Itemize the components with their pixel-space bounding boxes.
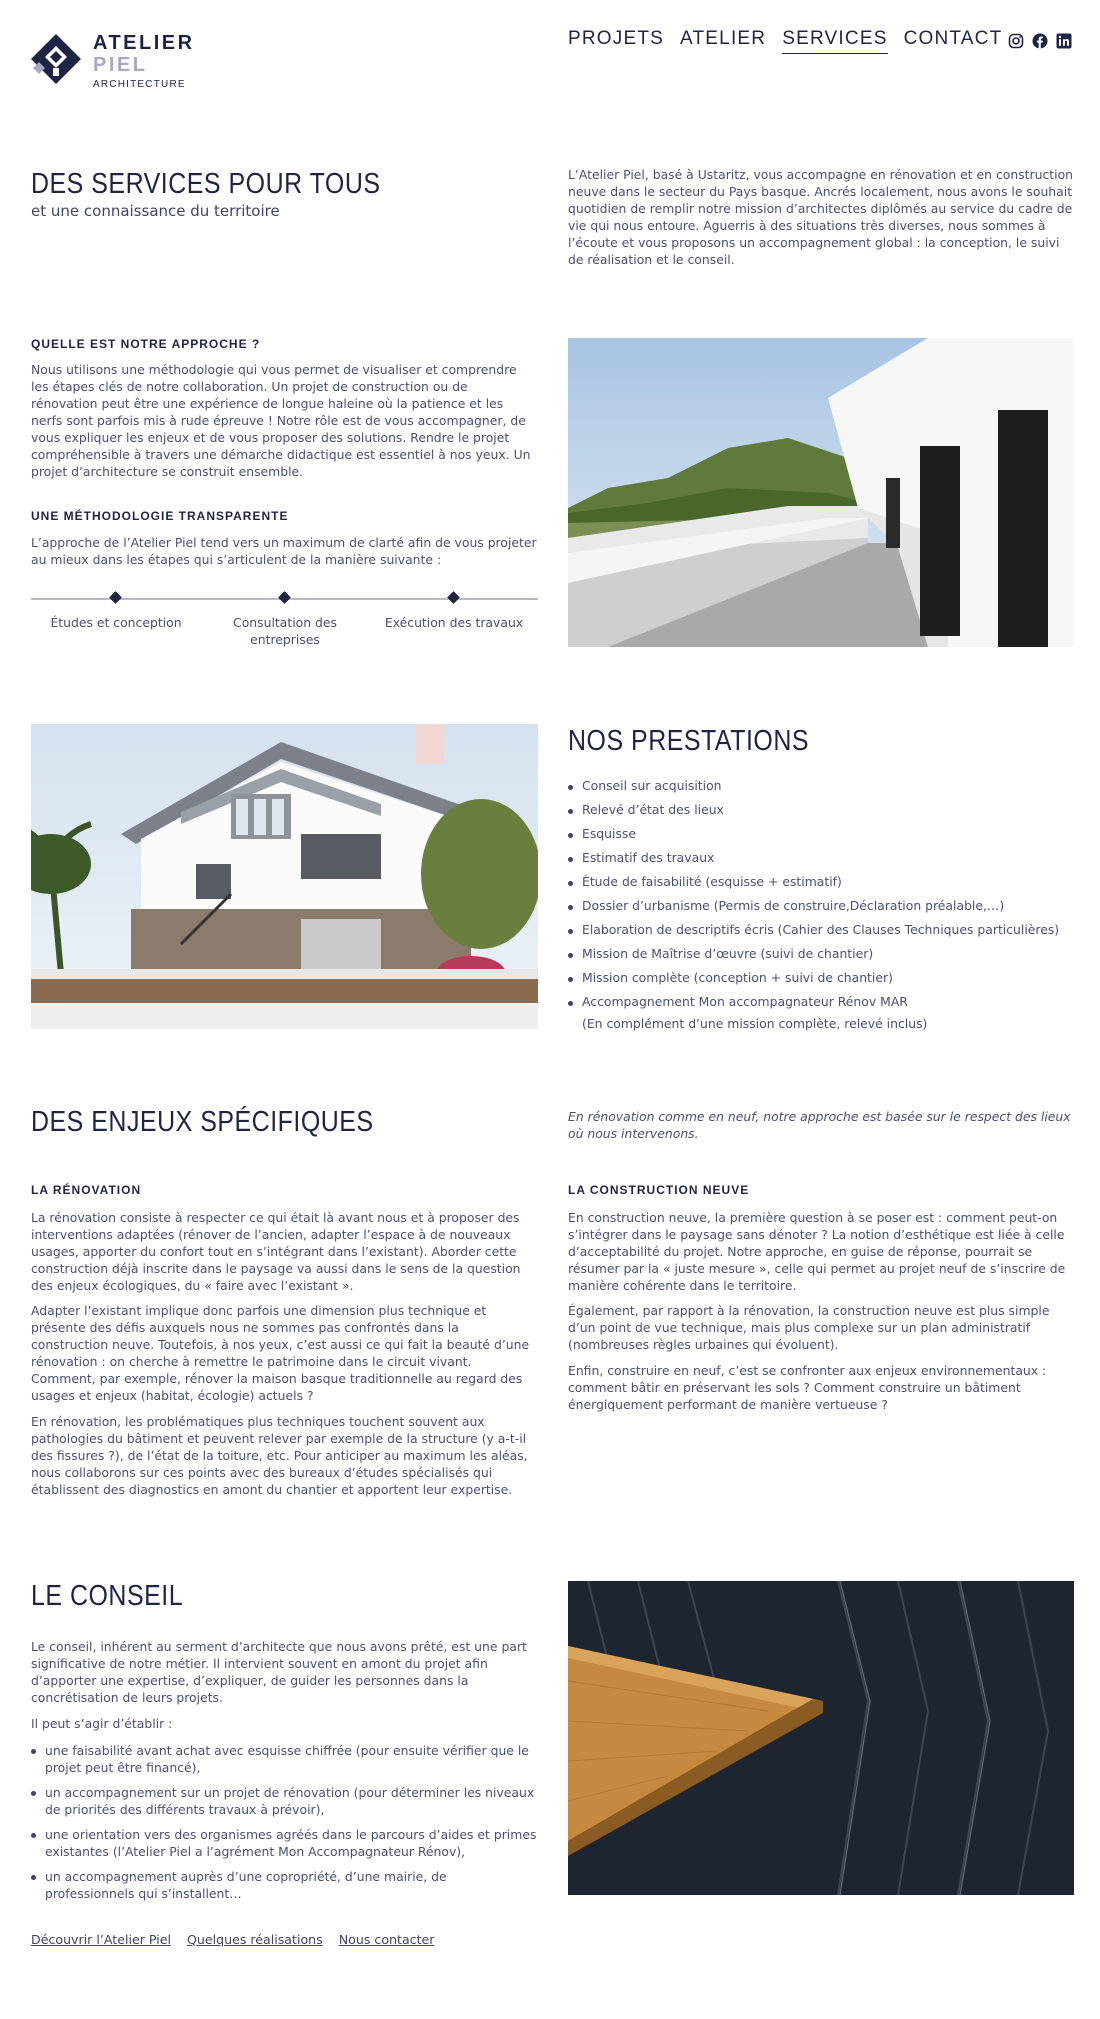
- intro-subtitle: et une connaissance du territoire: [31, 202, 280, 220]
- logo-line-3: ARCHITECTURE: [93, 79, 186, 90]
- timeline-dot-1: [109, 591, 122, 604]
- nav-atelier[interactable]: ATELIER: [680, 28, 767, 49]
- list-item: Conseil sur acquisition: [568, 778, 1074, 802]
- renovation-p3: En rénovation, les problématiques plus techniques touchent souvent aux pathologies du bâtiment et peuvent relever par exemple de la structure (y a-t-il des fissures ?), de l’état de la toiture, etc. Pour anticiper au maximum les aléas, nous collaborons sur ces points avec des bureaux d’études spécialisés qui établissent des diagnostics en amont du chantier et apportent leur expertise.: [31, 1414, 528, 1497]
- timeline-step-1: Études et conception: [50, 615, 182, 630]
- renovation-heading: LA RÉNOVATION: [31, 1183, 142, 1197]
- footer-link-realisations[interactable]: Quelques réalisations: [186, 1932, 323, 1947]
- timeline-step-3: Exécution des travaux: [384, 615, 524, 630]
- neuve-p1: En construction neuve, la première question à se poser est : comment peut-on s’intégrer dans le paysage sans dénoter ? La notion d’esthétique est liée à celle d’acceptabilité du projet. Notre approche, en guise de réponse, pourrait se résumer par la « juste mesure », celle qui permet au projet neuf de s’inscrire de manière cohérente dans le territoire.: [568, 1210, 1066, 1293]
- renovation-p1: La rénovation consiste à respecter ce qui était là avant nous et à proposer des interventions adaptées (rénover de l’ancien, adapter l’espace à de nouveaux usages, apporter du confort tout en s’intégrant dans l’existant). Aborder cette construction déjà inscrite dans le paysage va aussi dans le sens de la question des enjeux écologiques, du « faire avec l’existant ».: [31, 1210, 521, 1293]
- conseil-p2: Il peut s’agir d’établir :: [31, 1716, 173, 1731]
- list-item: Étude de faisabilité (esquisse + estimatif): [568, 874, 1074, 898]
- list-item: une faisabilité avant achat avec esquisse chiffrée (pour ensuite vérifier que le projet peut être financé),: [31, 1742, 538, 1776]
- list-item: Dossier d’urbanisme (Permis de construire,Déclaration préalable,…): [568, 898, 1074, 922]
- list-item: un accompagnement auprès d’une copropriété, d’une mairie, de professionnels qui s’installent…: [31, 1868, 538, 1902]
- linkedin-icon[interactable]: [1056, 33, 1072, 49]
- list-item: un accompagnement sur un projet de rénovation (pour déterminer les niveaux de priorités des différents travaux à prévoir),: [31, 1784, 538, 1818]
- list-item: Elaboration de descriptifs écris (Cahier des Clauses Techniques particulières): [568, 922, 1074, 946]
- nav-contact[interactable]: CONTACT: [903, 28, 1003, 49]
- method-heading: UNE MÉTHODOLOGIE TRANSPARENTE: [31, 509, 289, 523]
- house-photo: [31, 724, 538, 1029]
- list-item: une orientation vers des organismes agréés dans le parcours d’aides et primes existantes (l’Atelier Piel a l’agrément Mon Accompagnateur Rénov),: [31, 1826, 538, 1860]
- neuve-heading: LA CONSTRUCTION NEUVE: [568, 1183, 750, 1197]
- instagram-icon[interactable]: [1008, 33, 1024, 49]
- terrace-photo: [568, 338, 1074, 647]
- list-item: Mission de Maîtrise d’œuvre (suivi de chantier): [568, 946, 1074, 970]
- enjeux-intro: En rénovation comme en neuf, notre approche est basée sur le respect des lieux où nous intervenons.: [568, 1109, 1071, 1141]
- neuve-p2: Également, par rapport à la rénovation, la construction neuve est plus simple d’un point de vue technique, mais plus complexe sur un plan administratif (nombreuses règles urbaines qui évoluent).: [568, 1303, 1050, 1352]
- footer-link-atelier[interactable]: Découvrir l’Atelier Piel: [31, 1932, 171, 1947]
- conseil-p1: Le conseil, inhérent au serment d’architecte que nous avons prêté, est une part significative de notre métier. Il intervient souvent en amont du projet afin d’apporter une expertise, d’expliquer, de guider les personnes dans la concrétisation de leurs projets.: [31, 1639, 527, 1705]
- nav-projets[interactable]: PROJETS: [568, 28, 665, 49]
- wood-detail-photo: [568, 1581, 1074, 1895]
- neuve-p3: Enfin, construire en neuf, c’est se confronter aux enjeux environnementaux : comment bâtir en préservant les sols ? Comment construire un bâtiment énergiquement performant de manière vertueuse ?: [568, 1363, 1047, 1412]
- list-item: Estimatif des travaux: [568, 850, 1074, 874]
- prestations-list: [568, 778, 1074, 1011]
- approach-text: Nous utilisons une méthodologie qui vous permet de visualiser et comprendre les étapes clés de notre collaboration. Un projet de construction ou de rénovation peut être une expérience de longue haleine où la patience et les nerfs sont parfois mis à rude épreuve ! Notre rôle est de vous accompagner, de vous expliquer les enjeux et de vous proposer des solutions. Rendre le projet compréhensible à travers une démarche didactique est essentiel à nos yeux. Un projet d’architecture se construit ensemble.: [31, 362, 531, 479]
- logo-line-1: ATELIER: [93, 32, 195, 54]
- intro-text: L’Atelier Piel, basé à Ustaritz, vous accompagne en rénovation et en construction neuve dans le secteur du Pays basque. Ancrés localement, nous avons le souhait quotidien de remplir notre mission d’architectes diplômés au service du cadre de vie qui nous entoure. Aguerris à des situations très diverses, nous sommes à l’écoute et vous proposons un accompagnement global : la conception, le suivi de réalisation et le conseil.: [568, 167, 1074, 267]
- prestations-title: NOS PRESTATIONS: [568, 725, 810, 757]
- logo-line-2: PIEL: [93, 54, 148, 76]
- list-item: Mission complète (conception + suivi de chantier): [568, 970, 1074, 994]
- footer-links: [31, 1932, 434, 1947]
- list-item: Esquisse: [568, 826, 1074, 850]
- intro-title: DES SERVICES POUR TOUS: [31, 168, 381, 200]
- conseil-list: [31, 1742, 538, 1902]
- conseil-title: LE CONSEIL: [31, 1580, 184, 1612]
- method-text: L’approche de l’Atelier Piel tend vers un maximum de clarté afin de vous projeter au mieux dans les étapes qui s’articulent de la manière suivante :: [31, 535, 537, 567]
- facebook-icon[interactable]: [1032, 33, 1048, 49]
- prestations-note: (En complément d’une mission complète, relevé inclus): [582, 1016, 928, 1031]
- timeline-dot-2: [278, 591, 291, 604]
- site-header: [0, 0, 1100, 100]
- timeline-step-2: Consultation des entreprises: [233, 615, 337, 647]
- enjeux-title: DES ENJEUX SPÉCIFIQUES: [31, 1106, 374, 1138]
- main-nav: [568, 28, 1018, 54]
- social-links: [1008, 33, 1072, 49]
- list-item: Accompagnement Mon accompagnateur Rénov MAR: [568, 994, 1074, 1011]
- list-item: Relevé d’état des lieux: [568, 802, 1074, 826]
- footer-link-contact[interactable]: Nous contacter: [338, 1932, 435, 1947]
- logo-mark-icon: [31, 32, 85, 90]
- nav-services[interactable]: SERVICES: [782, 28, 887, 54]
- method-timeline: [31, 585, 538, 655]
- timeline-dot-3: [447, 591, 460, 604]
- approach-heading: QUELLE EST NOTRE APPROCHE ?: [31, 337, 261, 351]
- renovation-p2: Adapter l’existant implique donc parfois une dimension plus technique et présente des défis auxquels nous ne sommes pas confrontés dans la construction neuve. Toutefois, à nos yeux, c’est aussi ce qui fait la beauté d’une rénovation : on cherche à remettre le patrimoine dans le circuit vivant. Comment, par exemple, rénover la maison basque traditionnelle au regard des usages et enjeux (habitat, écologie) actuels ?: [31, 1303, 530, 1403]
- site-logo[interactable]: [31, 32, 195, 92]
